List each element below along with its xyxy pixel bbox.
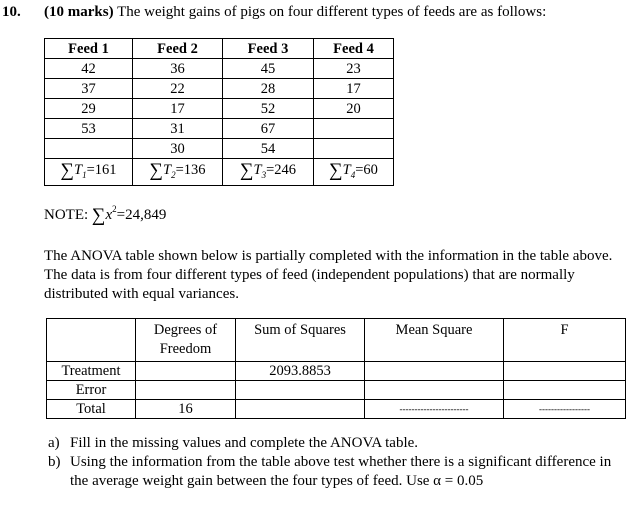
table-cell <box>236 381 365 400</box>
table-cell: 28 <box>223 79 314 99</box>
list-item-text: Fill in the missing values and complete the ANOVA table. <box>70 435 419 451</box>
table-cell: 23 <box>314 59 394 79</box>
anova-header-blank <box>47 319 136 362</box>
table-cell <box>236 400 365 419</box>
sum-cell-feed-3: $\sum T_3=246$ <box>223 159 314 186</box>
question-number: 10. <box>2 4 21 20</box>
sigma-symbol: ∑ <box>149 159 164 181</box>
table-row <box>45 99 394 119</box>
sigma-symbol: ∑ <box>329 159 343 181</box>
anova-row-treatment <box>47 362 626 381</box>
anova-header-ms: Mean Square <box>365 319 504 362</box>
anova-row-error <box>47 381 626 400</box>
table-cell <box>504 362 626 381</box>
table-cell: Treatment <box>47 362 136 381</box>
table-cell-dashes: ----------------------- <box>365 400 504 419</box>
table-cell: 36 <box>133 59 223 79</box>
table-cell: 29 <box>45 99 133 119</box>
table-cell: 53 <box>45 119 133 139</box>
table-row <box>45 59 394 79</box>
sigma-symbol: ∑ <box>60 159 75 181</box>
note-value: =24,849 <box>116 207 167 223</box>
question-heading <box>44 4 546 21</box>
table-cell <box>45 139 133 159</box>
table-cell: 67 <box>223 119 314 139</box>
sigma-symbol: ∑ <box>239 159 254 181</box>
sum-cell-feed-1: $\sum T_1=161$ <box>45 159 133 186</box>
list-item-label: b) <box>48 454 61 470</box>
table-cell <box>365 362 504 381</box>
task-list <box>48 434 618 491</box>
list-item <box>48 434 618 453</box>
table-row <box>45 79 394 99</box>
sum-cell-feed-2: $\sum T_2=136$ <box>133 159 223 186</box>
note-label: NOTE: <box>44 207 89 223</box>
feed-data-table <box>44 38 394 186</box>
table-cell: 17 <box>133 99 223 119</box>
table-cell <box>314 119 394 139</box>
list-item <box>48 453 618 491</box>
sigma-symbol: ∑ <box>91 205 106 226</box>
table-cell: 2093.8853 <box>236 362 365 381</box>
table-cell: 52 <box>223 99 314 119</box>
anova-header-df: Degrees of Freedom <box>136 319 236 362</box>
anova-header-ss: Sum of Squares <box>236 319 365 362</box>
note-variable: x <box>105 207 113 223</box>
anova-header-row <box>47 319 626 362</box>
table-cell <box>314 139 394 159</box>
table-cell: 30 <box>133 139 223 159</box>
table-cell: Error <box>47 381 136 400</box>
table-cell: 31 <box>133 119 223 139</box>
table-cell <box>504 381 626 400</box>
table-cell-dashes: ----------------- <box>504 400 626 419</box>
feed-header: Feed 2 <box>133 39 223 59</box>
table-cell: 17 <box>314 79 394 99</box>
table-row <box>45 139 394 159</box>
anova-table <box>46 318 626 419</box>
feed-header: Feed 4 <box>314 39 394 59</box>
feed-header: Feed 1 <box>45 39 133 59</box>
list-item-label: a) <box>48 435 60 451</box>
description-paragraph: The ANOVA table shown below is partially completed with the information in the table above. The data is from four different types of feed (independent populations) that are normally distributed with equal variances. <box>44 248 613 302</box>
table-cell: 37 <box>45 79 133 99</box>
sum-cell-feed-4: $\sum T_4=60$ <box>314 159 394 186</box>
feed-header-row <box>45 39 394 59</box>
note-line <box>44 204 166 227</box>
list-item-text: Using the information from the table above test whether there is a significant difference in the average weight gain between the four types of feed. Use α = 0.05 <box>70 454 612 489</box>
anova-header-f: F <box>504 319 626 362</box>
table-cell: 42 <box>45 59 133 79</box>
note-exponent: 2 <box>112 204 117 214</box>
table-cell <box>136 362 236 381</box>
table-cell: Total <box>47 400 136 419</box>
sums-row <box>45 159 394 186</box>
table-cell <box>136 381 236 400</box>
question-marks: (10 marks) <box>44 4 114 20</box>
table-cell <box>365 381 504 400</box>
table-cell: 16 <box>136 400 236 419</box>
table-cell: 20 <box>314 99 394 119</box>
table-cell: 22 <box>133 79 223 99</box>
question-text: The weight gains of pigs on four different types of feeds are as follows: <box>117 4 547 20</box>
table-cell: 45 <box>223 59 314 79</box>
anova-row-total <box>47 400 626 419</box>
table-row <box>45 119 394 139</box>
feed-header: Feed 3 <box>223 39 314 59</box>
table-cell: 54 <box>223 139 314 159</box>
